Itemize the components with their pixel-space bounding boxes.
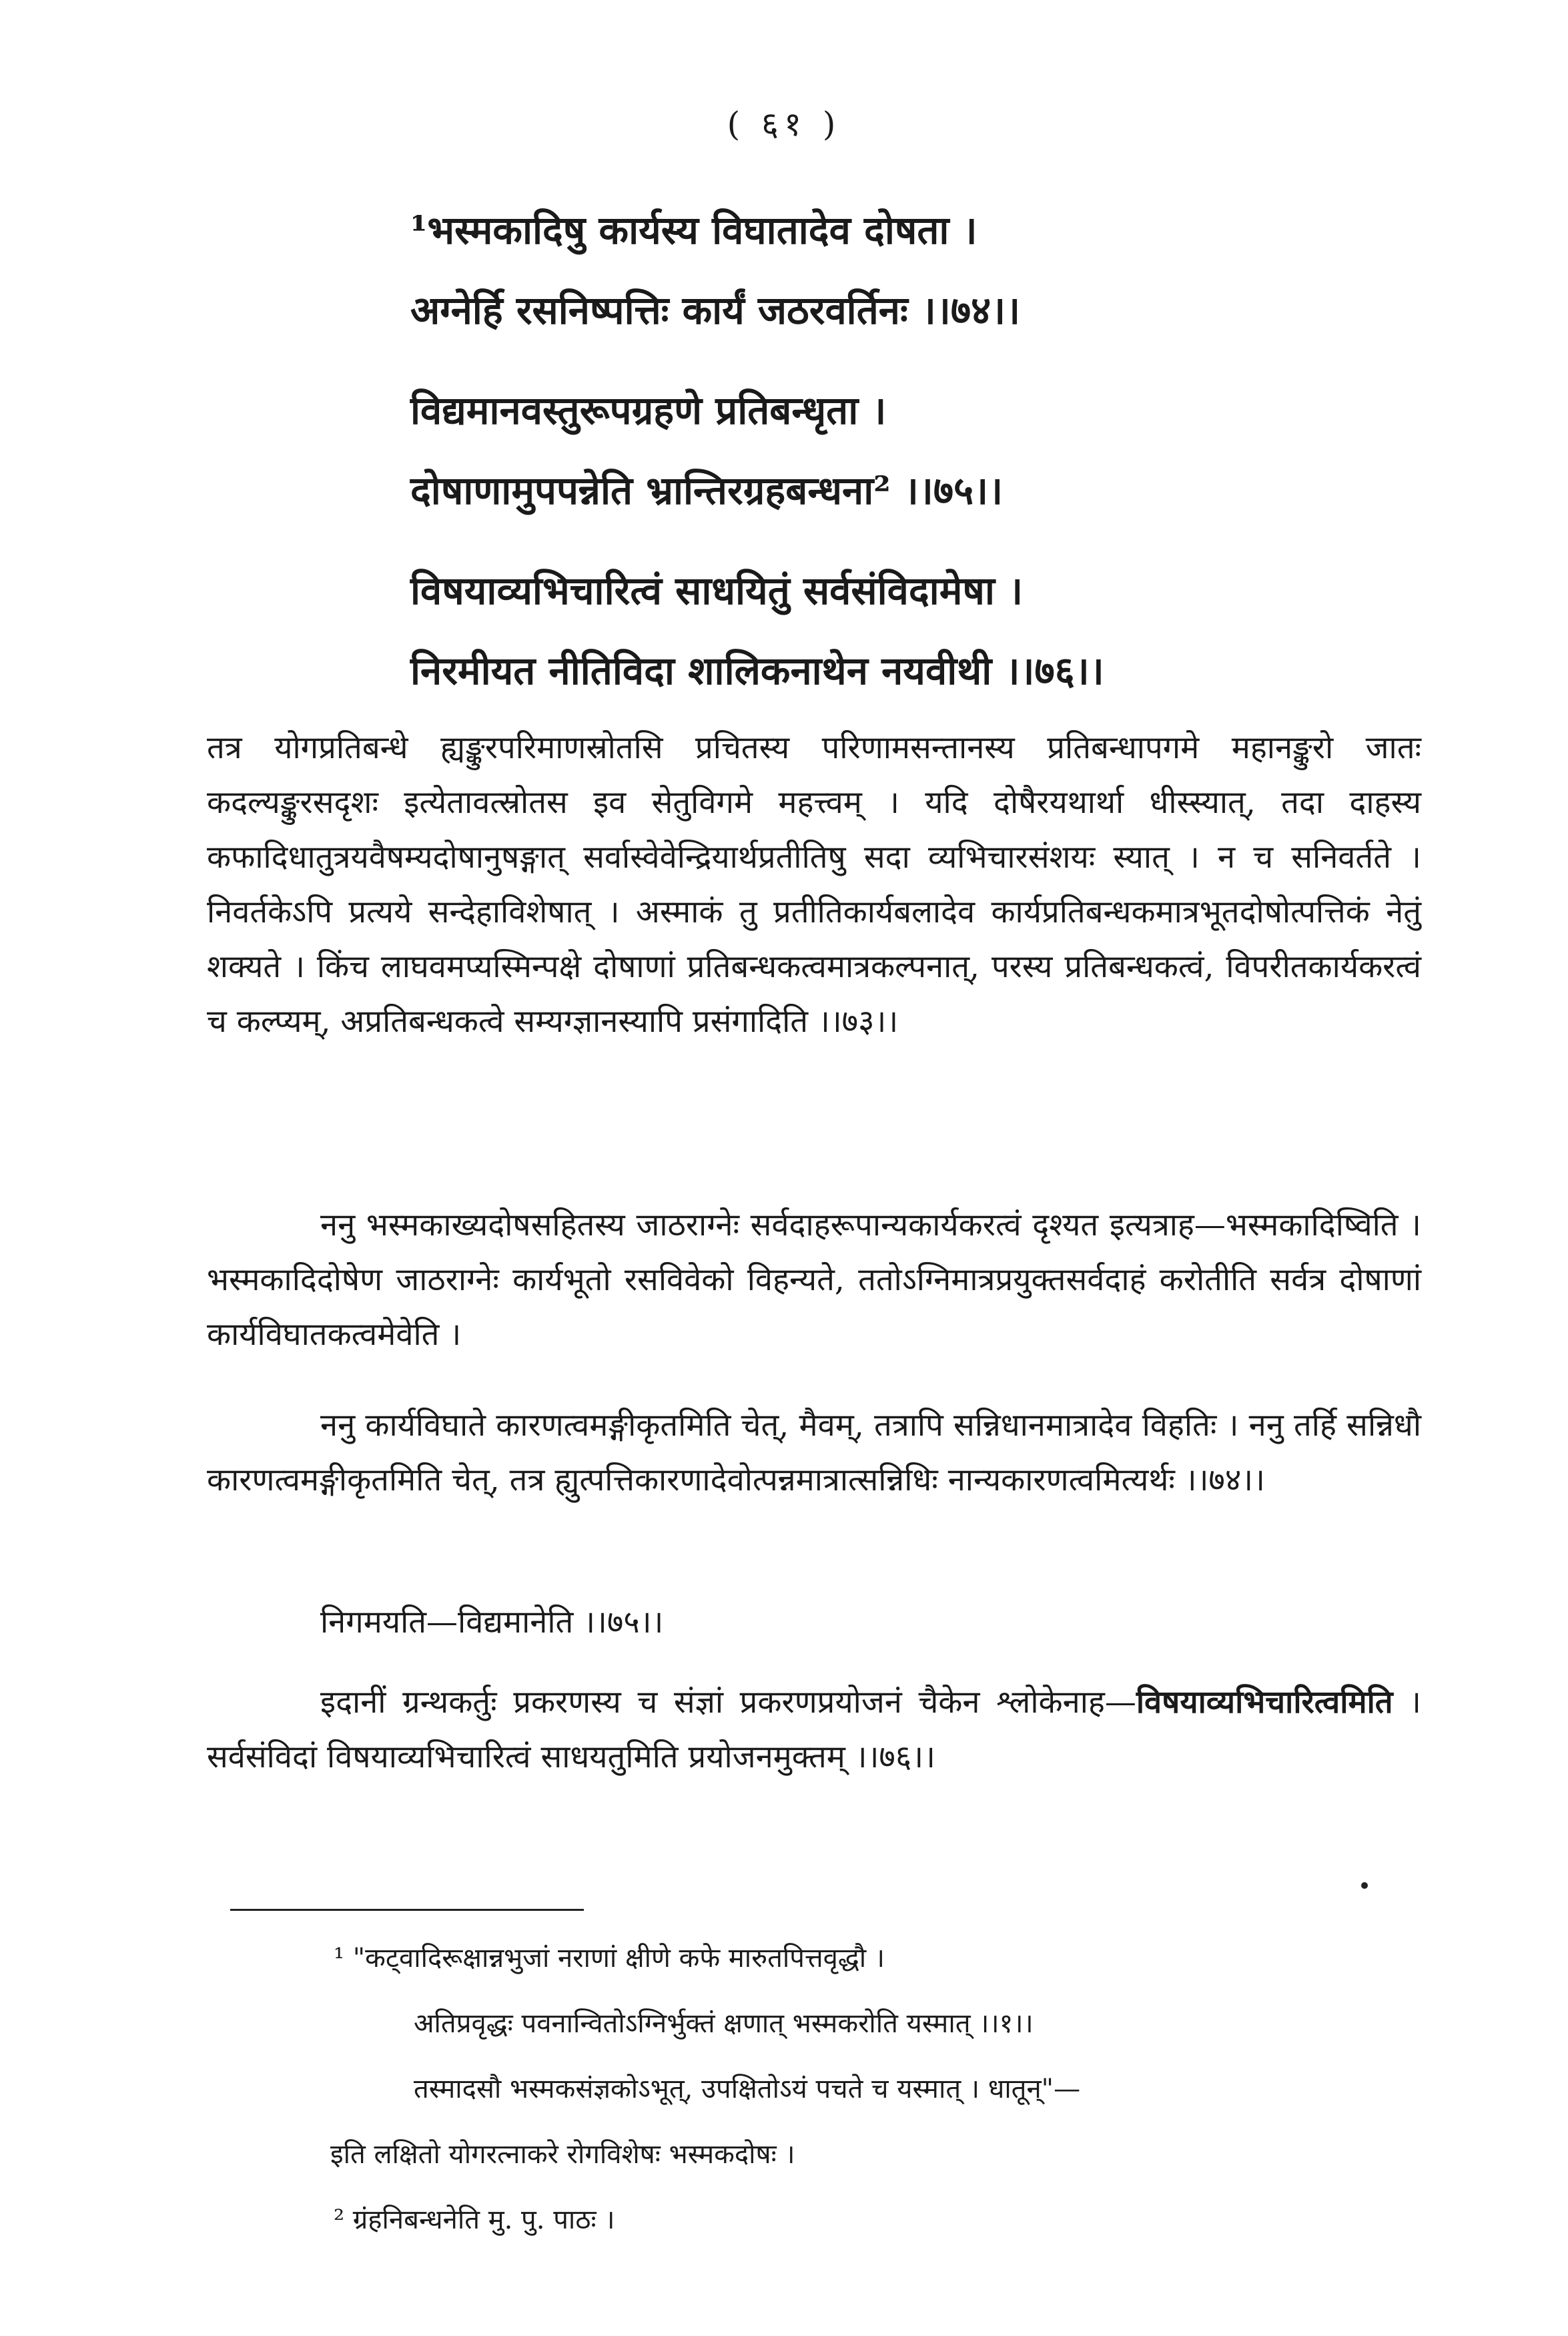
verse-75 [410,370,1478,531]
verse-line: अग्नेर्हि रसनिष्पत्तिः कार्यं जठरवर्तिनः ।।७४।। [410,288,1021,333]
commentary-paragraph-74a [207,1198,1421,1362]
footnote-divider [230,1909,584,1911]
commentary-text-start: इदानीं ग्रन्थकर्तुः प्रकरणस्य च संज्ञां प्रकरणप्रयोजनं चैकेन श्लोकेनाह— [320,1684,1136,1721]
footnote-1-line-2: अतिप्रवृद्धः पवनान्वितोऽग्निर्भुक्तं क्षणात् भस्मकरोति यस्मात् ।।१।। [414,2008,1034,2039]
verse-76 [410,551,1478,711]
verse-line: निरमीयत नीतिविदा शालिकनाथेन नयवीथी ।।७६।। [410,648,1104,693]
footnotes [330,1926,1468,2253]
commentary-paragraph-73 [207,721,1421,1049]
commentary-text: तत्र योगप्रतिबन्धे ह्यङ्कुरपरिमाणस्रोतसि प्रचितस्य परिणामसन्तानस्य प्रतिबन्धापगमे महानङ्कुरो जातः कदल्यङ्कुरसदृशः इत्येतावत्स्रोतस इव सेतुविगमे महत्त्वम् । यदि दोषैरयथार्था धीस्स्यात्, तदा दाहस्य कफादिधातुत्रयवैषम्यदोषानुषङ्गात् सर्वास्वेवेन्द्रियार्थप्रतीतिषु सदा व्यभिचारसंशयः स्यात् । न च सनिवर्तते । निवर्तकेऽपि प्रत्यये सन्देहाविशेषात् । अस्माकं तु प्रतीतिकार्यबलादेव कार्यप्रतिबन्धकमात्रभूतदोषोत्पत्तिकं नेतुं शक्यते । किंच लाघवमप्यस्मिन्पक्षे दोषाणां प्रतिबन्धकत्वमात्रकल्पनात्, परस्य प्रतिबन्धकत्वं, विपरीतकार्यकरत्वं च कल्प्यम्, अप्रतिबन्धकत्वे सम्यग्ज्ञानस्यापि प्रसंगादिति ।।७३।। [207,729,1421,1040]
commentary-text: ननु भस्मकाख्यदोषसहितस्य जाठराग्नेः सर्वदाहरूपान्यकार्यकरत्वं दृश्यत इत्यत्राह—भस्मकादिष्विति । भस्मकादिदोषेण जाठराग्नेः कार्यभूतो रसविवेको विहन्यते, ततोऽग्निमात्रप्रयुक्तसर्वदाहं करोतीति सर्वत्र दोषाणां कार्यविघातकत्वमेवेति । [207,1207,1421,1353]
verse-74 [410,190,1478,350]
verse-line: दोषाणामुपपन्नेति भ्रान्तिरग्रहबन्धना² ।।७५।। [410,468,1004,513]
commentary-lemma: विषयाव्यभिचारित्वमिति [1136,1684,1393,1721]
commentary-text: ननु कार्यविघाते कारणत्वमङ्गीकृतमिति चेत्, मैवम्, तत्रापि सन्निधानमात्रादेव विहतिः । ननु तर्हि सन्निधौ कारणत्वमङ्गीकृतमिति चेत्, तत्र ह्युत्पत्तिकारणादेवोत्पन्नमात्रात्सन्निधिः नान्यकारणत्वमित्यर्थः ।।७४।। [207,1407,1421,1498]
verse-line: विद्यमानवस्तुरूपग्रहणे प्रतिबन्धृता । [410,388,887,433]
commentary-text: निगमयति—विद्यमानेति ।।७५।। [320,1604,664,1641]
ink-speck [1361,1882,1368,1889]
verse-block [410,190,1478,731]
footnote-2: ² ग्रंहनिबन्धनेति मु. पु. पाठः । [334,2205,615,2235]
commentary-paragraph-75 [207,1595,1421,1650]
verse-line: विषयाव्यभिचारित्वं साधयितुं सर्वसंविदामेषा । [410,568,1024,613]
verse-line: ¹भस्मकादिषु कार्यस्य विघातादेव दोषता । [410,208,977,253]
commentary-text-end: । सर्वसंविदां विषयाव्यभिचारित्वं साधयतुमिति प्रयोजनमुक्तम् ।।७६।। [207,1684,1421,1775]
footnote-1-line-4: इति लक्षितो योगरत्नाकरे रोगविशेषः भस्मकदोषः । [330,2139,795,2170]
footnote-1-line-3: तस्मादसौ भस्मकसंज्ञकोऽभूत्, उपक्षितोऽयं पचते च यस्मात् । धातून्"— [414,2074,1081,2104]
commentary-paragraph-76 [207,1675,1421,1785]
commentary-text [207,1675,1421,1785]
page-number: ( ६१ ) [727,105,841,143]
commentary-paragraph-74b [207,1398,1421,1508]
footnote-1-line-1: ¹ "कट्वादिरूक्षान्नभुजां नराणां क्षीणे कफे मारुतपित्तवृद्धौ । [334,1943,885,1974]
